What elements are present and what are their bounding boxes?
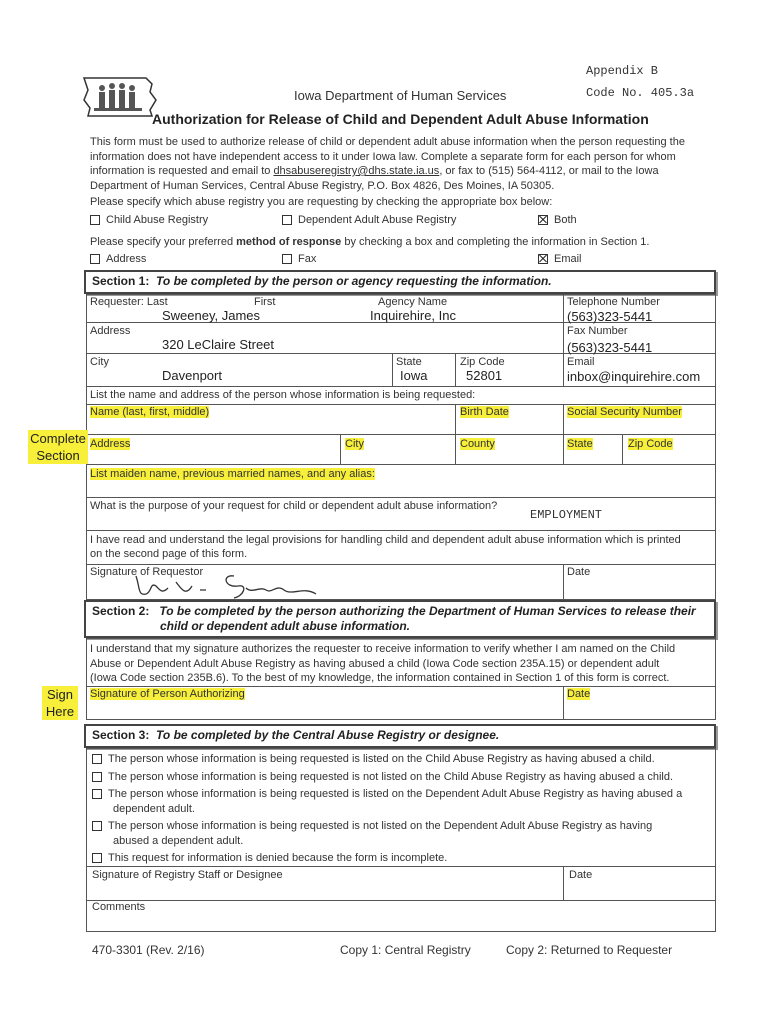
appendix-label: Appendix B <box>586 64 659 78</box>
registry-result-options <box>92 752 682 866</box>
subject-address-field[interactable]: Address <box>90 438 131 450</box>
subject-county-field[interactable]: County <box>460 438 495 450</box>
subject-zip-field[interactable]: Zip Code <box>628 438 673 450</box>
option-fax[interactable]: Fax <box>282 253 316 265</box>
option-address[interactable]: Address <box>90 253 146 265</box>
registry-email-link[interactable]: dhsabuseregistry@dhs.state.ia.us <box>273 165 440 177</box>
response-prompt: Please specify your preferred method of response by checking a box and completing the information in Section 1. <box>90 236 650 248</box>
agency-name-value[interactable]: Inquirehire, Inc <box>370 308 456 323</box>
option-child-registry[interactable]: Child Abuse Registry <box>90 214 208 226</box>
zip-value[interactable]: 52801 <box>466 368 503 383</box>
checkbox-denied[interactable] <box>92 853 102 863</box>
checkbox-child-registry[interactable] <box>90 215 100 225</box>
checkbox-dependent-adult-registry[interactable] <box>282 215 292 225</box>
purpose-label: What is the purpose of your request for child or dependent adult abuse information? <box>90 500 498 512</box>
registry-staff-signature-label: Signature of Registry Staff or Designee <box>92 869 283 881</box>
fax-label: Fax Number <box>567 325 628 337</box>
result-denied[interactable]: This request for information is denied because the form is incomplete. <box>92 851 682 866</box>
option-email[interactable]: Email <box>538 253 582 265</box>
checkbox-address[interactable] <box>90 254 100 264</box>
requester-signature <box>126 568 326 604</box>
state-value[interactable]: Iowa <box>400 368 428 383</box>
address-value[interactable]: 320 LeClaire Street <box>162 337 275 352</box>
checkbox-email-checked[interactable] <box>538 254 548 264</box>
result-listed-child[interactable]: The person whose information is being requested is listed on the Child Abuse Registry as having abused a child. <box>92 752 682 767</box>
section1-header: Section 1: To be completed by the person or agency requesting the information. <box>84 270 716 294</box>
requester-name-value[interactable]: Sweeney, James <box>162 308 261 323</box>
agency-name-label: Agency Name <box>378 296 448 308</box>
requester-first-label: First <box>254 296 276 308</box>
checkbox-listed-child[interactable] <box>92 754 102 764</box>
copy1-label: Copy 1: Central Registry <box>340 943 471 957</box>
authorization-paragraph: I understand that my signature authorizes the requester to receive information to verify whether I am named on the Child Abuse or Dependent Adult Abuse Registry as having abused a child (Iowa Code section 235A.15) or dependent adult (Iowa Code section 235B.6). To the best of my knowledge, the information contained in Section 1 of this form is correct. <box>90 643 676 684</box>
checkbox-both-checked[interactable] <box>538 215 548 225</box>
subject-alias-field[interactable]: List maiden name, previous married names, and any alias: <box>90 468 375 480</box>
email-value[interactable]: inbox@inquirehire.com <box>567 369 701 384</box>
authorizer-date-field[interactable]: Date <box>567 688 591 700</box>
option-dependent-adult-registry[interactable]: Dependent Adult Abuse Registry <box>282 214 456 226</box>
registry-staff-date-label: Date <box>569 869 593 881</box>
city-value[interactable]: Davenport <box>162 368 222 383</box>
section2-header: Section 2: To be completed by the person authorizing the Department of Human Services to release their child or dependent adult abuse information. <box>84 600 716 638</box>
subject-name-field[interactable]: Name (last, first, middle) <box>90 406 210 418</box>
subject-ssn-field[interactable]: Social Security Number <box>567 406 682 418</box>
email-label: Email <box>567 356 595 368</box>
requester-signature-label: Signature of Requestor <box>90 566 204 578</box>
complete-section-callout: Complete Section <box>28 430 88 464</box>
fax-value[interactable]: (563)323-5441 <box>567 340 653 355</box>
city-label: City <box>90 356 109 368</box>
result-not-listed-dependent-adult[interactable]: The person whose information is being requested is not listed on the Dependent Adult Abuse Registry as having abused a dependent adult. <box>92 819 682 848</box>
result-listed-dependent-adult[interactable]: The person whose information is being requested is listed on the Dependent Adult Abuse Registry as having abused a dependent adult. <box>92 787 682 816</box>
sign-here-callout: Sign Here <box>42 686 78 720</box>
telephone-label: Telephone Number <box>567 296 660 308</box>
state-label: State <box>396 356 422 368</box>
subject-state-field[interactable]: State <box>567 438 593 450</box>
section3-header: Section 3: To be completed by the Central Abuse Registry or designee. <box>84 724 716 748</box>
address-label: Address <box>90 325 131 337</box>
option-both-registry[interactable]: Both <box>538 214 577 226</box>
subject-city-field[interactable]: City <box>345 438 364 450</box>
result-not-listed-child[interactable]: The person whose information is being requested is not listed on the Child Abuse Registry as having abused a child. <box>92 770 682 785</box>
telephone-value[interactable]: (563)323-5441 <box>567 309 653 324</box>
form-title: Authorization for Release of Child and Dependent Adult Abuse Information <box>152 111 649 127</box>
code-number: Code No. 405.3a <box>586 86 695 100</box>
checkbox-listed-dependent-adult[interactable] <box>92 789 102 799</box>
requester-last-label: Requester: Last <box>90 296 168 308</box>
checkbox-not-listed-child[interactable] <box>92 772 102 782</box>
comments-label: Comments <box>92 901 146 913</box>
agency-name: Iowa Department of Human Services <box>294 88 507 103</box>
iowa-dhs-logo <box>80 74 160 120</box>
requester-date-label: Date <box>567 566 591 578</box>
intro-paragraph: This form must be used to authorize release of child or dependent adult abuse information when the person requesting the information does not have independent access to it under Iowa law. Complete a separate form for each person for whom information is requested and email to dhsabuseregistry@dhs.state.ia.us, or fax to (515) 564-4112, or mail to the Iowa Department of Human Services, Central Abuse Registry, P.O. Box 4826, Des Moines, IA 50305. <box>90 136 685 192</box>
checkbox-not-listed-dependent-adult[interactable] <box>92 821 102 831</box>
legal-acknowledgement: I have read and understand the legal provisions for handling child and dependent adult abuse information which is printed on the second page of this form. <box>90 534 681 560</box>
checkbox-fax[interactable] <box>282 254 292 264</box>
form-number: 470-3301 (Rev. 2/16) <box>92 943 205 957</box>
copy2-label: Copy 2: Returned to Requester <box>506 943 673 957</box>
zip-label: Zip Code <box>460 356 505 368</box>
purpose-value[interactable]: EMPLOYMENT <box>530 508 603 522</box>
subject-birth-date-field[interactable]: Birth Date <box>460 406 509 418</box>
list-prompt: List the name and address of the person whose information is being requested: <box>90 389 476 401</box>
registry-prompt: Please specify which abuse registry you are requesting by checking the appropriate box below: <box>90 196 553 208</box>
authorizer-signature-field[interactable]: Signature of Person Authorizing <box>90 688 245 700</box>
